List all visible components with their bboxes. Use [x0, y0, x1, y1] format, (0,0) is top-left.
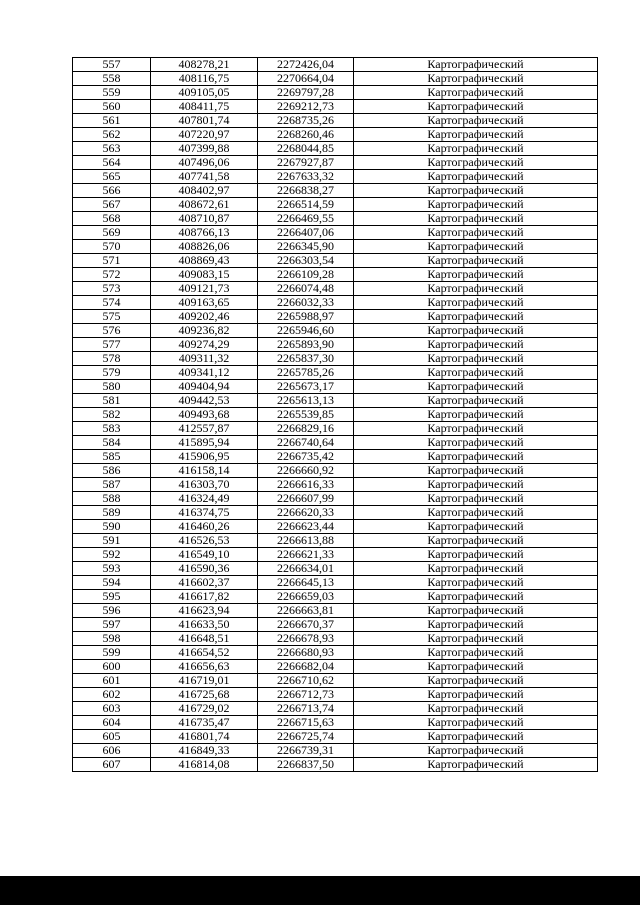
y-coordinate-cell: 2269212,73: [258, 100, 354, 114]
x-coordinate-cell: 409202,46: [151, 310, 258, 324]
y-coordinate-cell: 2266659,03: [258, 590, 354, 604]
x-coordinate-cell: 408278,21: [151, 58, 258, 72]
x-coordinate-cell: 416590,36: [151, 562, 258, 576]
point-number-cell: 598: [73, 632, 151, 646]
y-coordinate-cell: 2265785,26: [258, 366, 354, 380]
y-coordinate-cell: 2266710,62: [258, 674, 354, 688]
table-row: [73, 338, 598, 352]
y-coordinate-cell: 2272426,04: [258, 58, 354, 72]
x-coordinate-cell: 416158,14: [151, 464, 258, 478]
x-coordinate-cell: 416735,47: [151, 716, 258, 730]
point-number-cell: 572: [73, 268, 151, 282]
table-row: [73, 408, 598, 422]
y-coordinate-cell: 2266514,59: [258, 198, 354, 212]
x-coordinate-cell: 416849,33: [151, 744, 258, 758]
x-coordinate-cell: 409105,05: [151, 86, 258, 100]
x-coordinate-cell: 416526,53: [151, 534, 258, 548]
y-coordinate-cell: 2265988,97: [258, 310, 354, 324]
point-number-cell: 574: [73, 296, 151, 310]
table-row: [73, 646, 598, 660]
y-coordinate-cell: 2266682,04: [258, 660, 354, 674]
x-coordinate-cell: 409404,94: [151, 380, 258, 394]
y-coordinate-cell: 2266670,37: [258, 618, 354, 632]
method-cell: Картографический: [354, 226, 598, 240]
method-cell: Картографический: [354, 310, 598, 324]
y-coordinate-cell: 2266032,33: [258, 296, 354, 310]
point-number-cell: 600: [73, 660, 151, 674]
point-number-cell: 599: [73, 646, 151, 660]
x-coordinate-cell: 416623,94: [151, 604, 258, 618]
method-cell: Картографический: [354, 72, 598, 86]
point-number-cell: 560: [73, 100, 151, 114]
method-cell: Картографический: [354, 548, 598, 562]
method-cell: Картографический: [354, 184, 598, 198]
y-coordinate-cell: 2266616,33: [258, 478, 354, 492]
y-coordinate-cell: 2269797,28: [258, 86, 354, 100]
method-cell: Картографический: [354, 716, 598, 730]
method-cell: Картографический: [354, 604, 598, 618]
y-coordinate-cell: 2266620,33: [258, 506, 354, 520]
y-coordinate-cell: 2266303,54: [258, 254, 354, 268]
table-row: [73, 660, 598, 674]
table-row: [73, 352, 598, 366]
point-number-cell: 557: [73, 58, 151, 72]
x-coordinate-cell: 407399,88: [151, 142, 258, 156]
method-cell: Картографический: [354, 618, 598, 632]
method-cell: Картографический: [354, 254, 598, 268]
x-coordinate-cell: 416374,75: [151, 506, 258, 520]
point-number-cell: 603: [73, 702, 151, 716]
method-cell: Картографический: [354, 240, 598, 254]
method-cell: Картографический: [354, 506, 598, 520]
x-coordinate-cell: 408672,61: [151, 198, 258, 212]
table-row: [73, 548, 598, 562]
y-coordinate-cell: 2268735,26: [258, 114, 354, 128]
method-cell: Картографический: [354, 660, 598, 674]
table-row: [73, 380, 598, 394]
x-coordinate-cell: 416324,49: [151, 492, 258, 506]
point-number-cell: 565: [73, 170, 151, 184]
method-cell: Картографический: [354, 394, 598, 408]
y-coordinate-cell: 2268044,85: [258, 142, 354, 156]
method-cell: Картографический: [354, 366, 598, 380]
y-coordinate-cell: 2266607,99: [258, 492, 354, 506]
method-cell: Картографический: [354, 758, 598, 772]
x-coordinate-cell: 415906,95: [151, 450, 258, 464]
method-cell: Картографический: [354, 632, 598, 646]
method-cell: Картографический: [354, 156, 598, 170]
x-coordinate-cell: 416602,37: [151, 576, 258, 590]
table-row: [73, 268, 598, 282]
y-coordinate-cell: 2266660,92: [258, 464, 354, 478]
y-coordinate-cell: 2265613,13: [258, 394, 354, 408]
table-row: [73, 114, 598, 128]
method-cell: Картографический: [354, 478, 598, 492]
x-coordinate-cell: 416460,26: [151, 520, 258, 534]
method-cell: Картографический: [354, 128, 598, 142]
coordinates-table: [72, 57, 598, 772]
method-cell: Картографический: [354, 576, 598, 590]
method-cell: Картографический: [354, 338, 598, 352]
x-coordinate-cell: 407801,74: [151, 114, 258, 128]
scan-bottom-border: [0, 876, 640, 905]
y-coordinate-cell: 2266837,50: [258, 758, 354, 772]
method-cell: Картографический: [354, 492, 598, 506]
point-number-cell: 569: [73, 226, 151, 240]
table-row: [73, 478, 598, 492]
point-number-cell: 566: [73, 184, 151, 198]
y-coordinate-cell: 2266109,28: [258, 268, 354, 282]
y-coordinate-cell: 2266740,64: [258, 436, 354, 450]
point-number-cell: 602: [73, 688, 151, 702]
method-cell: Картографический: [354, 212, 598, 226]
x-coordinate-cell: 407496,06: [151, 156, 258, 170]
y-coordinate-cell: 2267927,87: [258, 156, 354, 170]
table-row: [73, 562, 598, 576]
method-cell: Картографический: [354, 646, 598, 660]
table-row: [73, 520, 598, 534]
point-number-cell: 575: [73, 310, 151, 324]
x-coordinate-cell: 409311,32: [151, 352, 258, 366]
x-coordinate-cell: 409493,68: [151, 408, 258, 422]
point-number-cell: 573: [73, 282, 151, 296]
method-cell: Картографический: [354, 422, 598, 436]
method-cell: Картографический: [354, 58, 598, 72]
table-row: [73, 702, 598, 716]
table-row: [73, 464, 598, 478]
table-row: [73, 212, 598, 226]
x-coordinate-cell: 416814,08: [151, 758, 258, 772]
y-coordinate-cell: 2267633,32: [258, 170, 354, 184]
y-coordinate-cell: 2266613,88: [258, 534, 354, 548]
y-coordinate-cell: 2266469,55: [258, 212, 354, 226]
table-row: [73, 86, 598, 100]
table-row: [73, 436, 598, 450]
x-coordinate-cell: 416654,52: [151, 646, 258, 660]
method-cell: Картографический: [354, 674, 598, 688]
point-number-cell: 601: [73, 674, 151, 688]
point-number-cell: 592: [73, 548, 151, 562]
y-coordinate-cell: 2266739,31: [258, 744, 354, 758]
point-number-cell: 594: [73, 576, 151, 590]
x-coordinate-cell: 416303,70: [151, 478, 258, 492]
x-coordinate-cell: 409236,82: [151, 324, 258, 338]
method-cell: Картографический: [354, 100, 598, 114]
x-coordinate-cell: 409083,15: [151, 268, 258, 282]
table-row: [73, 58, 598, 72]
method-cell: Картографический: [354, 436, 598, 450]
table-row: [73, 604, 598, 618]
point-number-cell: 562: [73, 128, 151, 142]
table-row: [73, 198, 598, 212]
table-row: [73, 576, 598, 590]
point-number-cell: 605: [73, 730, 151, 744]
table-row: [73, 324, 598, 338]
point-number-cell: 607: [73, 758, 151, 772]
y-coordinate-cell: 2265893,90: [258, 338, 354, 352]
table-row: [73, 156, 598, 170]
x-coordinate-cell: 408710,87: [151, 212, 258, 226]
point-number-cell: 564: [73, 156, 151, 170]
table-row: [73, 310, 598, 324]
method-cell: Картографический: [354, 702, 598, 716]
method-cell: Картографический: [354, 380, 598, 394]
x-coordinate-cell: 409121,73: [151, 282, 258, 296]
table-row: [73, 506, 598, 520]
point-number-cell: 563: [73, 142, 151, 156]
table-row: [73, 674, 598, 688]
point-number-cell: 584: [73, 436, 151, 450]
x-coordinate-cell: 416656,63: [151, 660, 258, 674]
point-number-cell: 558: [73, 72, 151, 86]
method-cell: Картографический: [354, 282, 598, 296]
y-coordinate-cell: 2266634,01: [258, 562, 354, 576]
x-coordinate-cell: 409274,29: [151, 338, 258, 352]
method-cell: Картографический: [354, 534, 598, 548]
method-cell: Картографический: [354, 464, 598, 478]
x-coordinate-cell: 408766,13: [151, 226, 258, 240]
x-coordinate-cell: 416801,74: [151, 730, 258, 744]
x-coordinate-cell: 409442,53: [151, 394, 258, 408]
x-coordinate-cell: 409163,65: [151, 296, 258, 310]
table-row: [73, 716, 598, 730]
table-row: [73, 170, 598, 184]
point-number-cell: 568: [73, 212, 151, 226]
table-row: [73, 744, 598, 758]
y-coordinate-cell: 2266712,73: [258, 688, 354, 702]
table-row: [73, 492, 598, 506]
method-cell: Картографический: [354, 296, 598, 310]
y-coordinate-cell: 2265673,17: [258, 380, 354, 394]
point-number-cell: 591: [73, 534, 151, 548]
point-number-cell: 597: [73, 618, 151, 632]
method-cell: Картографический: [354, 744, 598, 758]
y-coordinate-cell: 2266678,93: [258, 632, 354, 646]
y-coordinate-cell: 2266621,33: [258, 548, 354, 562]
coordinates-table-body: [73, 58, 598, 772]
table-row: [73, 590, 598, 604]
method-cell: Картографический: [354, 170, 598, 184]
x-coordinate-cell: 407741,58: [151, 170, 258, 184]
x-coordinate-cell: 408869,43: [151, 254, 258, 268]
method-cell: Картографический: [354, 324, 598, 338]
method-cell: Картографический: [354, 142, 598, 156]
point-number-cell: 589: [73, 506, 151, 520]
method-cell: Картографический: [354, 730, 598, 744]
table-row: [73, 366, 598, 380]
x-coordinate-cell: 408116,75: [151, 72, 258, 86]
point-number-cell: 578: [73, 352, 151, 366]
y-coordinate-cell: 2266680,93: [258, 646, 354, 660]
point-number-cell: 590: [73, 520, 151, 534]
x-coordinate-cell: 408411,75: [151, 100, 258, 114]
table-row: [73, 184, 598, 198]
method-cell: Картографический: [354, 562, 598, 576]
table-row: [73, 296, 598, 310]
x-coordinate-cell: 416729,02: [151, 702, 258, 716]
method-cell: Картографический: [354, 520, 598, 534]
point-number-cell: 561: [73, 114, 151, 128]
table-row: [73, 142, 598, 156]
method-cell: Картографический: [354, 688, 598, 702]
table-row: [73, 240, 598, 254]
point-number-cell: 559: [73, 86, 151, 100]
point-number-cell: 585: [73, 450, 151, 464]
y-coordinate-cell: 2265539,85: [258, 408, 354, 422]
point-number-cell: 580: [73, 380, 151, 394]
point-number-cell: 595: [73, 590, 151, 604]
table-row: [73, 534, 598, 548]
y-coordinate-cell: 2266345,90: [258, 240, 354, 254]
point-number-cell: 604: [73, 716, 151, 730]
method-cell: Картографический: [354, 86, 598, 100]
point-number-cell: 576: [73, 324, 151, 338]
y-coordinate-cell: 2266407,06: [258, 226, 354, 240]
x-coordinate-cell: 409341,12: [151, 366, 258, 380]
y-coordinate-cell: 2266838,27: [258, 184, 354, 198]
x-coordinate-cell: 416648,51: [151, 632, 258, 646]
y-coordinate-cell: 2266725,74: [258, 730, 354, 744]
point-number-cell: 596: [73, 604, 151, 618]
table-row: [73, 632, 598, 646]
x-coordinate-cell: 408402,97: [151, 184, 258, 198]
y-coordinate-cell: 2266645,13: [258, 576, 354, 590]
x-coordinate-cell: 407220,97: [151, 128, 258, 142]
x-coordinate-cell: 416617,82: [151, 590, 258, 604]
table-row: [73, 730, 598, 744]
x-coordinate-cell: 416549,10: [151, 548, 258, 562]
table-row: [73, 688, 598, 702]
y-coordinate-cell: 2266663,81: [258, 604, 354, 618]
y-coordinate-cell: 2265946,60: [258, 324, 354, 338]
x-coordinate-cell: 412557,87: [151, 422, 258, 436]
point-number-cell: 587: [73, 478, 151, 492]
table-row: [73, 282, 598, 296]
point-number-cell: 593: [73, 562, 151, 576]
table-row: [73, 758, 598, 772]
table-row: [73, 72, 598, 86]
y-coordinate-cell: 2270664,04: [258, 72, 354, 86]
table-row: [73, 422, 598, 436]
method-cell: Картографический: [354, 268, 598, 282]
point-number-cell: 582: [73, 408, 151, 422]
method-cell: Картографический: [354, 408, 598, 422]
point-number-cell: 581: [73, 394, 151, 408]
y-coordinate-cell: 2265837,30: [258, 352, 354, 366]
x-coordinate-cell: 416719,01: [151, 674, 258, 688]
point-number-cell: 567: [73, 198, 151, 212]
method-cell: Картографический: [354, 450, 598, 464]
point-number-cell: 570: [73, 240, 151, 254]
y-coordinate-cell: 2266829,16: [258, 422, 354, 436]
point-number-cell: 577: [73, 338, 151, 352]
method-cell: Картографический: [354, 352, 598, 366]
point-number-cell: 588: [73, 492, 151, 506]
table-row: [73, 618, 598, 632]
y-coordinate-cell: 2266715,63: [258, 716, 354, 730]
table-row: [73, 128, 598, 142]
table-row: [73, 394, 598, 408]
table-row: [73, 450, 598, 464]
method-cell: Картографический: [354, 198, 598, 212]
x-coordinate-cell: 408826,06: [151, 240, 258, 254]
x-coordinate-cell: 416725,68: [151, 688, 258, 702]
method-cell: Картографический: [354, 114, 598, 128]
point-number-cell: 606: [73, 744, 151, 758]
table-row: [73, 226, 598, 240]
point-number-cell: 583: [73, 422, 151, 436]
table-row: [73, 100, 598, 114]
point-number-cell: 586: [73, 464, 151, 478]
method-cell: Картографический: [354, 590, 598, 604]
y-coordinate-cell: 2266713,74: [258, 702, 354, 716]
x-coordinate-cell: 416633,50: [151, 618, 258, 632]
point-number-cell: 571: [73, 254, 151, 268]
y-coordinate-cell: 2266623,44: [258, 520, 354, 534]
x-coordinate-cell: 415895,94: [151, 436, 258, 450]
table-row: [73, 254, 598, 268]
y-coordinate-cell: 2268260,46: [258, 128, 354, 142]
point-number-cell: 579: [73, 366, 151, 380]
y-coordinate-cell: 2266735,42: [258, 450, 354, 464]
y-coordinate-cell: 2266074,48: [258, 282, 354, 296]
